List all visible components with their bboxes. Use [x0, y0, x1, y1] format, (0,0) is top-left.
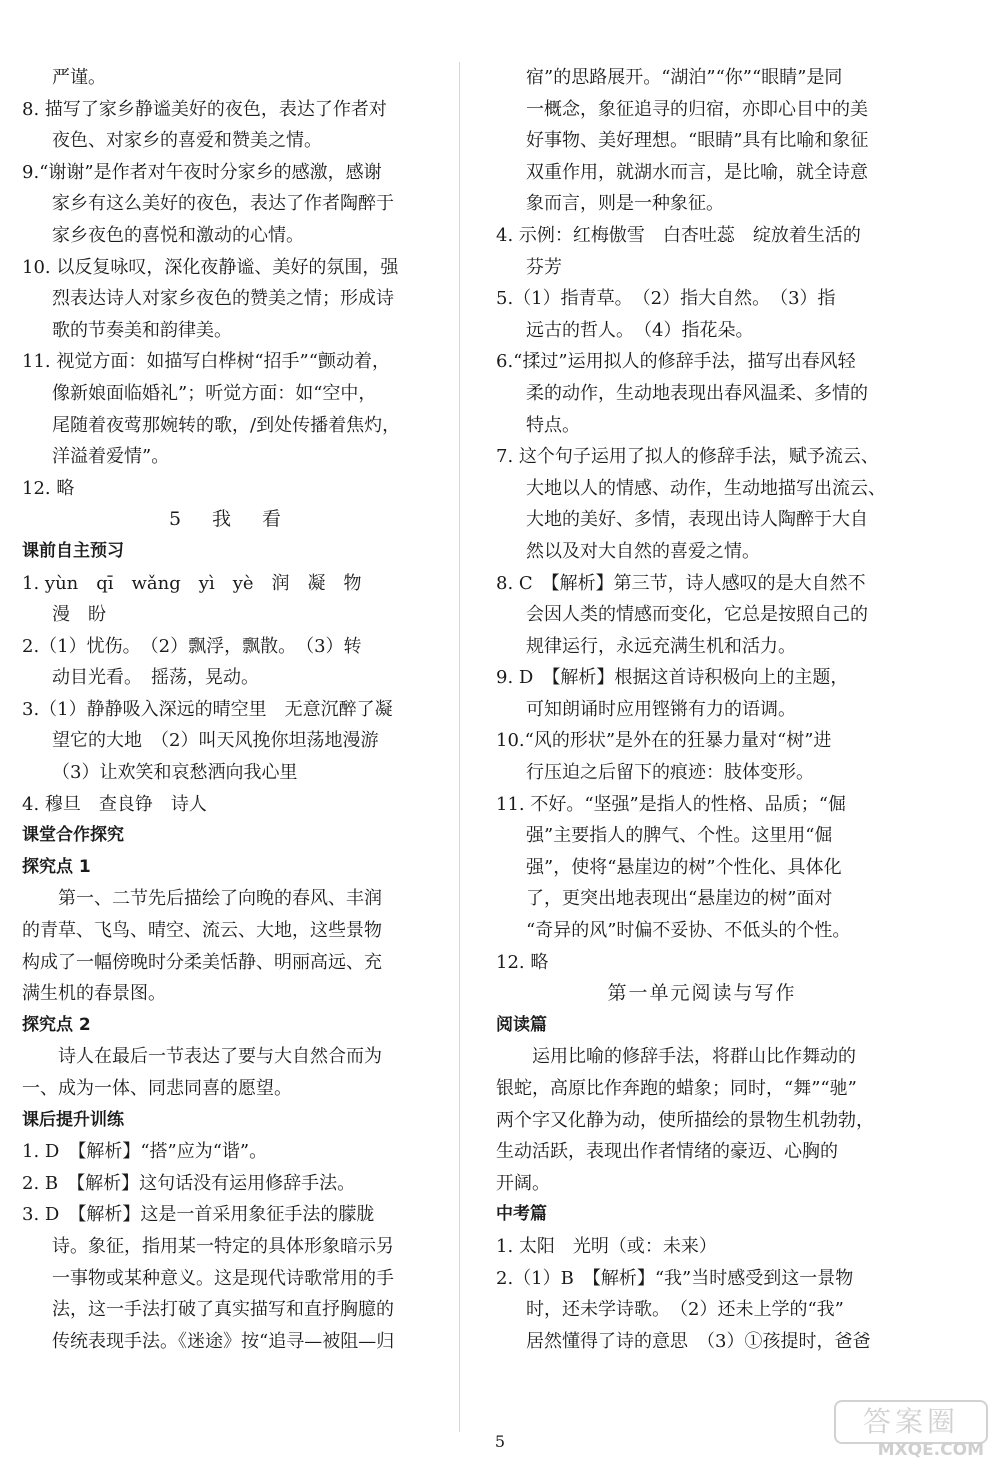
lesson-title: 5 我 看	[168, 508, 288, 531]
text-line: 法，这一手法打破了真实描写和直抒胸臆的	[52, 1299, 394, 1321]
text-line: 行压迫之后留下的痕迹：肢体变形。	[526, 762, 814, 784]
text-line: 7. 这个句子运用了拟人的修辞手法，赋予流云、	[496, 446, 879, 468]
text-line: 银蛇，高原比作奔跑的蜡象；同时，“舞”“驰”	[496, 1078, 857, 1099]
text-line: 烈表达诗人对家乡夜色的赞美之情；形成诗	[52, 288, 394, 310]
section-heading: 探究点 2	[22, 1014, 91, 1035]
text-line: 时，还未学诗歌。 （2）还未上学的“我”	[526, 1299, 844, 1321]
text-line: 6.“揉过”运用拟人的修辞手法，描写出春风轻	[496, 351, 856, 373]
text-line: 2.（1）忧伤。 （2）飘浮，飘散。 （3）转	[22, 635, 362, 657]
text-line: 构成了一幅傍晚时分柔美恬静、明丽高远、充	[22, 951, 382, 973]
text-line: 生动活跃，表现出作者情绪的豪迈、心胸的	[496, 1141, 838, 1163]
section-heading: 课后提升训练	[22, 1109, 124, 1130]
text-line: 诗。象征，指用某一特定的具体形象暗示另	[52, 1235, 394, 1257]
text-line: 强”主要指人的脾气、个性。这里用“倔	[526, 825, 833, 847]
text-line: 了，更突出地表现出“悬崖边的树”面对	[526, 888, 833, 910]
section-heading: 课堂合作探究	[22, 825, 124, 846]
left-column	[22, 62, 434, 1357]
text-line: 1. D 【解析】“搭”应为“谐”。	[22, 1141, 268, 1163]
text-line: 宿”的思路展开。“湖泊”“你”“眼睛”是同	[526, 67, 843, 88]
text-line: 4. 示例：红梅傲雪 白杏吐蕊 绽放着生活的	[496, 224, 861, 246]
text-line: 9.“谢谢”是作者对午夜时分家乡的感激，感谢	[22, 161, 382, 183]
text-line: 夜色、对家乡的喜爱和赞美之情。	[52, 130, 322, 152]
text-line: 大地以人的情感、动作，生动地描写出流云、	[526, 477, 886, 499]
section-heading: 阅读篇	[496, 1014, 547, 1035]
text-line: 4. 穆旦 查良铮 诗人	[22, 793, 207, 815]
watermark-url: MXQE.COM	[877, 1440, 984, 1460]
text-line: 开阔。	[496, 1172, 550, 1194]
text-line: 柔的动作，生动地表现出春风温柔、多情的	[526, 382, 868, 404]
text-line: （3）让欢笑和哀愁洒向我心里	[52, 762, 298, 784]
section-heading: 课前自主预习	[22, 540, 124, 561]
text-line: “奇异的风”时偏不妥协、不低头的个性。	[526, 920, 851, 942]
text-line: 歌的节奏美和韵律美。	[52, 319, 232, 341]
text-line: 洋溢着爱情”。	[52, 446, 170, 468]
text-line: 满生机的春景图。	[22, 983, 166, 1005]
text-line: 10. 以反复咏叹，深化夜静谧、美好的氛围，强	[22, 256, 399, 278]
text-line: 芬芳	[526, 256, 562, 278]
text-line: 象而言，则是一种象征。	[526, 193, 724, 215]
text-line: 9. D 【解析】根据这首诗积极向上的主题，	[496, 667, 849, 689]
text-line: 第一、二节先后描绘了向晚的春风、丰润	[58, 888, 382, 910]
text-line: 一事物或某种意义。这是现代诗歌常用的手	[52, 1267, 394, 1289]
section-heading: 中考篇	[496, 1204, 547, 1225]
right-column	[496, 62, 908, 1357]
text-line: 3. D 【解析】这是一首采用象征手法的朦胧	[22, 1204, 375, 1226]
text-line: 然以及对大自然的喜爱之情。	[526, 540, 760, 562]
text-line: 特点。	[526, 414, 580, 436]
page-number: 5	[494, 1432, 506, 1451]
text-line: 3.（1）静静吸入深远的晴空里 无意沉醉了凝	[22, 698, 393, 720]
text-line: 好事物、美好理想。“眼睛”具有比喻和象征	[526, 130, 869, 152]
text-line: 的青草、飞鸟、晴空、流云、大地，这些景物	[22, 920, 382, 942]
text-line: 12. 略	[496, 951, 549, 973]
text-line: 10.“风的形状”是外在的狂暴力量对“树”进	[496, 730, 832, 752]
text-line: 规律运行，永远充满生机和活力。	[526, 635, 796, 657]
text-line: 大地的美好、多情，表现出诗人陶醉于大自	[526, 509, 868, 531]
text-line: 双重作用，就湖水而言，是比喻，就全诗意	[526, 161, 868, 183]
text-line: 漫 盼	[52, 604, 106, 626]
text-line: 远古的哲人。 （4）指花朵。	[526, 319, 754, 341]
text-line: 尾随着夜莺那婉转的歌，/到处传播着焦灼，	[52, 414, 401, 436]
text-line: 像新娘面临婚礼”；听觉方面：如“空中，	[52, 382, 377, 404]
text-line: 8. 描写了家乡静谧美好的夜色，表达了作者对	[22, 98, 387, 120]
text-line: 5.（1）指青草。 （2）指大自然。 （3）指	[496, 288, 836, 310]
unit-title: 第一单元阅读与写作	[607, 982, 797, 1005]
text-line: 动目光看。 摇荡，晃动。	[52, 667, 259, 689]
text-line: 诗人在最后一节表达了要与大自然合而为	[58, 1046, 382, 1068]
watermark-logo: 答案圈	[834, 1400, 988, 1444]
watermark	[838, 1400, 988, 1460]
text-line: 11. 不好。“坚强”是指人的性格、品质；“倔	[496, 793, 846, 815]
text-line: 运用比喻的修辞手法，将群山比作舞动的	[532, 1046, 856, 1068]
text-line: 12. 略	[22, 477, 75, 499]
text-line: 家乡有这么美好的夜色，表达了作者陶醉于	[52, 193, 394, 215]
text-line: 望它的大地 （2）叫天风挽你坦荡地漫游	[52, 730, 379, 752]
text-line: 8. C 【解析】第三节，诗人感叹的是大自然不	[496, 572, 866, 594]
text-line: 会因人类的情感而变化，它总是按照自己的	[526, 604, 868, 626]
text-line: 传统表现手法。《迷途》按“追寻—被阻—归	[52, 1330, 395, 1352]
text-line: 2. B 【解析】这句话没有运用修辞手法。	[22, 1172, 356, 1194]
text-line: 严谨。	[52, 67, 106, 88]
text-line: 可知朗诵时应用铿锵有力的语调。	[526, 698, 796, 720]
column-divider	[459, 62, 460, 1432]
text-line: 一、成为一体、同悲同喜的愿望。	[22, 1078, 292, 1099]
text-line: 家乡夜色的喜悦和激动的心情。	[52, 224, 304, 246]
text-line: 1. yùn qī wǎng yì yè 润 凝 物	[22, 572, 362, 594]
text-line: 强”，使将“悬崖边的树”个性化、具体化	[526, 856, 842, 878]
text-line: 1. 太阳 光明（或：未来）	[496, 1235, 717, 1257]
text-line: 一概念，象征追寻的归宿，亦即心目中的美	[526, 98, 868, 120]
text-line: 11. 视觉方面：如描写白桦树“招手”“颤动着，	[22, 351, 390, 373]
text-line: 两个字又化静为动，使所描绘的景物生机勃勃，	[496, 1109, 874, 1131]
text-line: 居然懂得了诗的意思 （3）①孩提时，爸爸	[526, 1330, 871, 1352]
text-line: 2.（1）B 【解析】“我”当时感受到这一景物	[496, 1267, 854, 1289]
section-heading: 探究点 1	[22, 856, 91, 877]
